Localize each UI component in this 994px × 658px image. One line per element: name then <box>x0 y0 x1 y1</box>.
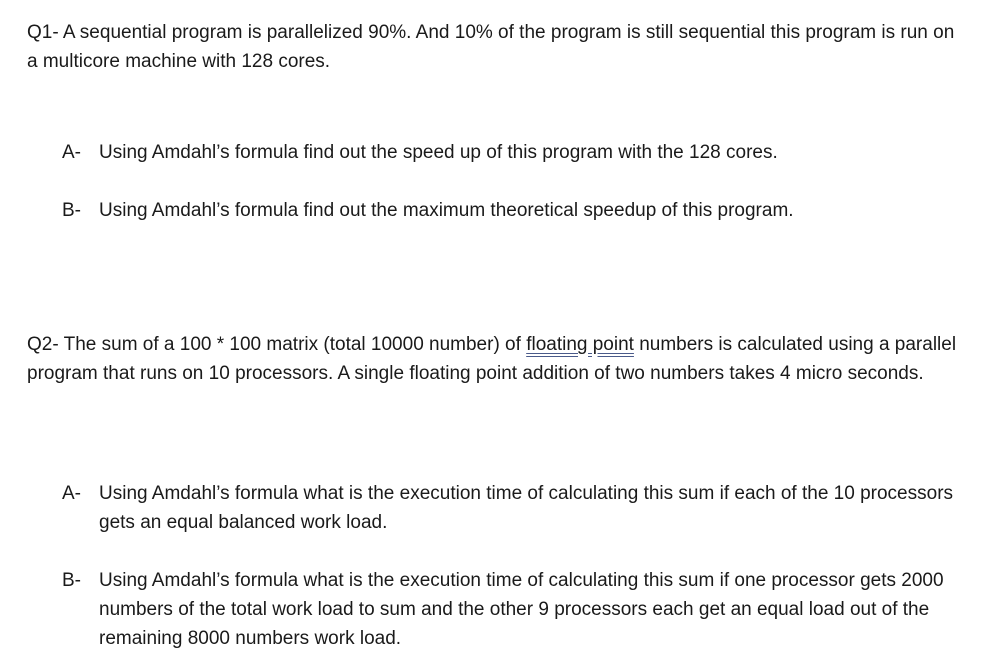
q2-item-b-text: Using Amdahl’s formula what is the execution time of calculating this sum if one processor gets 2000 numbers of the total work load to sum and the other 9 processors each get an equal load out of the remaining 8000 numbers work load. <box>99 570 944 649</box>
q1-item-b-label: B- <box>62 200 81 221</box>
q1-item-b <box>62 196 962 225</box>
q1-item-a-text: Using Amdahl’s formula find out the speed up of this program with the 128 cores. <box>99 142 778 163</box>
q2-text-before: Q2- The sum of a 100 * 100 matrix (total 10000 number) of <box>27 334 527 355</box>
q2-item-a-text: Using Amdahl’s formula what is the execution time of calculating this sum if each of the 10 processors gets an equal balanced work load. <box>99 483 954 533</box>
q1-text: Q1- A sequential program is parallelized 90%. And 10% of the program is still sequential this program is run on a multicore machine with 128 cores. <box>27 22 955 72</box>
q1-item-b-text: Using Amdahl’s formula find out the maximum theoretical speedup of this program. <box>99 200 794 221</box>
q2-item-b-label: B- <box>62 570 81 591</box>
q2-item-a-label: A- <box>62 483 81 504</box>
q1-item-a-label: A- <box>62 142 81 163</box>
q2-item-a <box>62 479 962 537</box>
q2-text-marked: floating point <box>526 334 634 355</box>
q2-item-b <box>62 566 962 653</box>
q2-text-after: numbers is calculated using a parallel program that runs on 10 processors. A single floating point addition of two numbers takes 4 micro seconds. <box>27 334 957 384</box>
q1-item-a <box>62 138 962 167</box>
q2-text <box>27 330 962 388</box>
